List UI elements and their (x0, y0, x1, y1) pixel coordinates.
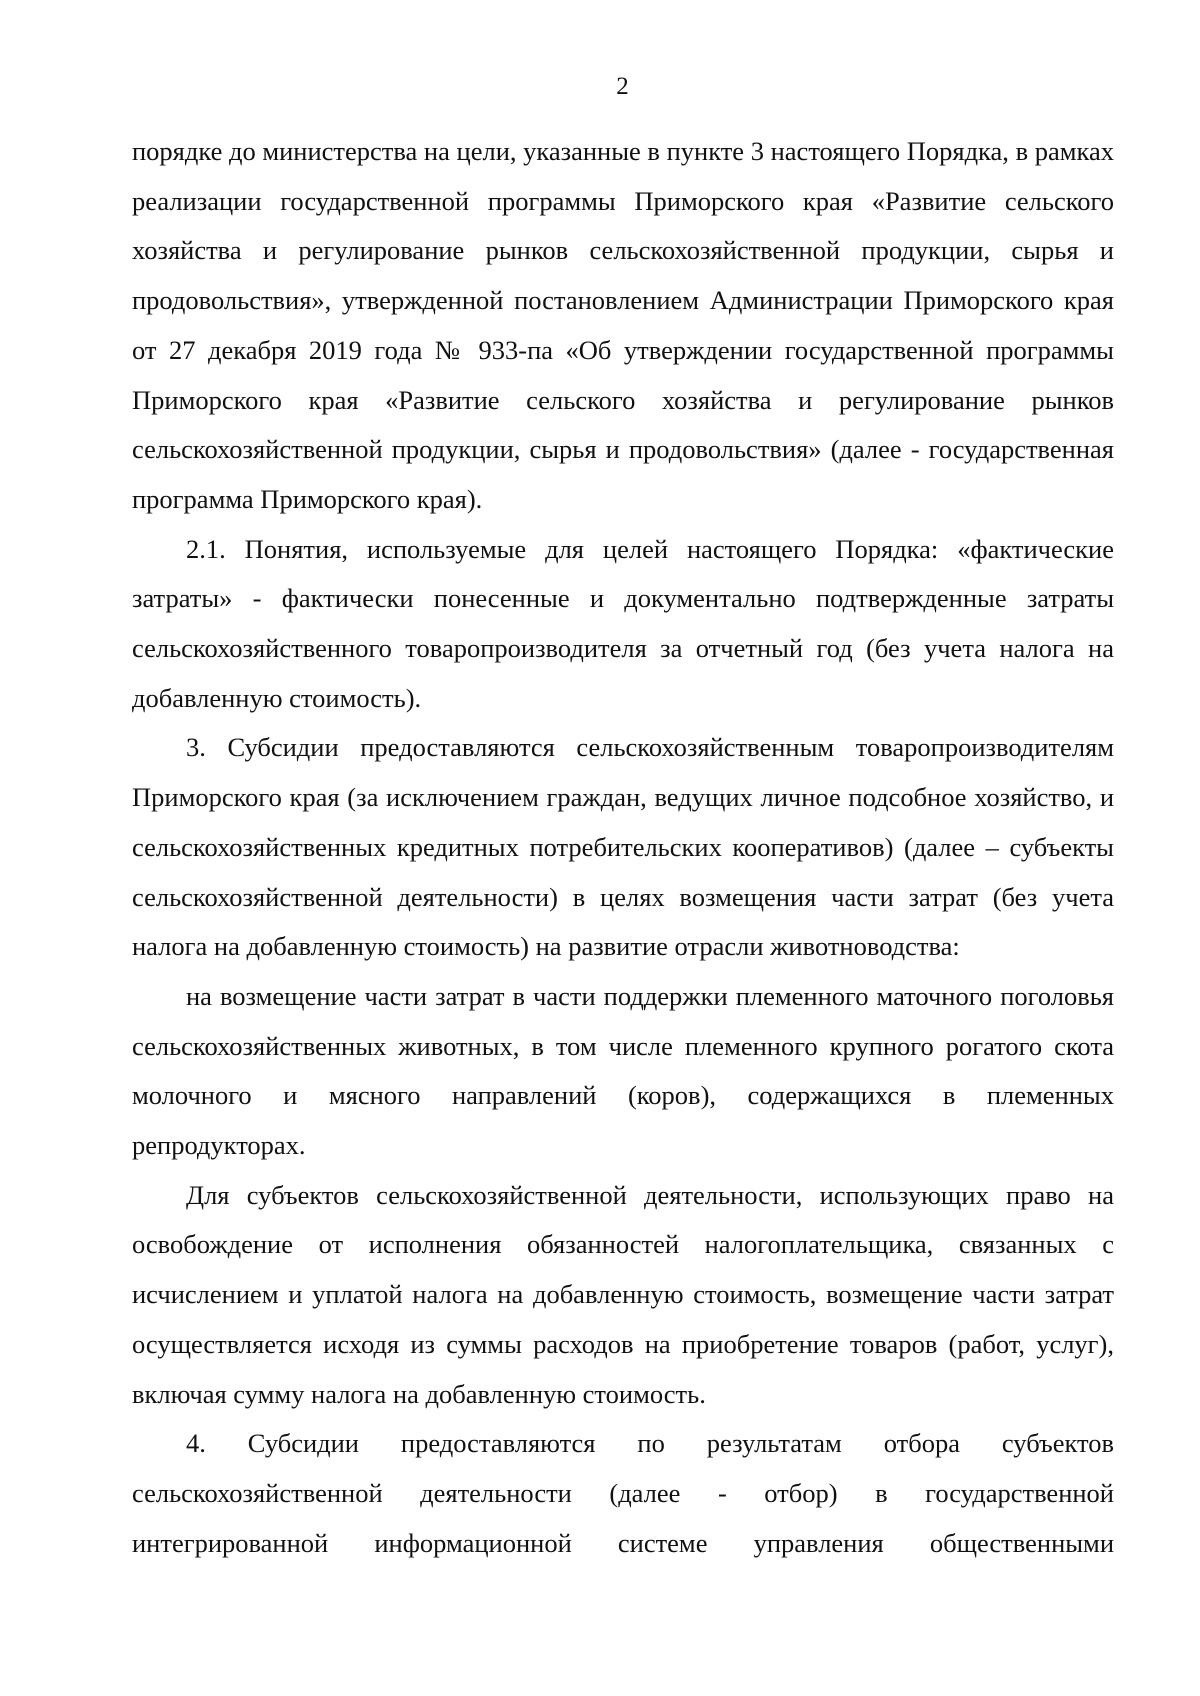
paragraph-vat-exemption: Для субъектов сельскохозяйственной деятельности, использующих право на освобождение от исполнения обязанностей налогоплательщика, связанных с исчислением и уплатой налога на добавленную стоимость, возмещение части затрат осуществляется исходя из суммы расходов на приобретение товаров (работ, услуг), включая сумму налога на добавленную стоимость. (132, 1179, 1114, 1409)
page-number: 2 (616, 73, 629, 100)
paragraph-subsidy-recipients: 3. Субсидии предоставляются сельскохозяйственным товаропроизводителям Приморского края (за исключением граждан, ведущих личное подсобное хозяйство, и сельскохозяйственных кредитных потребительских кооперативов) (далее – субъекты сельскохозяйственной деятельности) в целях возмещения части затрат (без учета налога на добавленную стоимость) на развитие отрасли животноводства: (132, 732, 1114, 962)
paragraph-breeding-support: на возмещение части затрат в части поддержки племенного маточного поголовья сельскохозяйственных животных, в том числе племенного крупного рогатого скота молочного и мясного направлений (коров), содержащихся в племенных репродукторах. (132, 980, 1114, 1161)
paragraph-definitions: 2.1. Понятия, используемые для целей настоящего Порядка: «фактические затраты» - фактически понесенные и документально подтвержденные затраты сельскохозяйственного товаропроизводителя за отчетный год (без учета налога на добавленную стоимость). (132, 533, 1114, 713)
paragraph-selection: 4. Субсидии предоставляются по результатам отбора субъектов сельскохозяйственной деятельности (далее - отбор) в государственной интегрированной информационной системе управления общественными (132, 1428, 1114, 1558)
document-body (132, 127, 1114, 1568)
paragraph-program-reference: порядке до министерства на цели, указанные в пункте 3 настоящего Порядка, в рамках реализации государственной программы Приморского края «Развитие сельского хозяйства и регулирование рынков сельскохозяйственной продукции, сырья и продовольствия», утвержденной постановлением Администрации Приморского края от 27 декабря 2019 года № 933-па «Об утверждении государственной программы Приморского края «Развитие сельского хозяйства и регулирование рынков сельскохозяйственной продукции, сырья и продовольствия» (далее - государственная программа Приморского края). (132, 136, 1114, 514)
